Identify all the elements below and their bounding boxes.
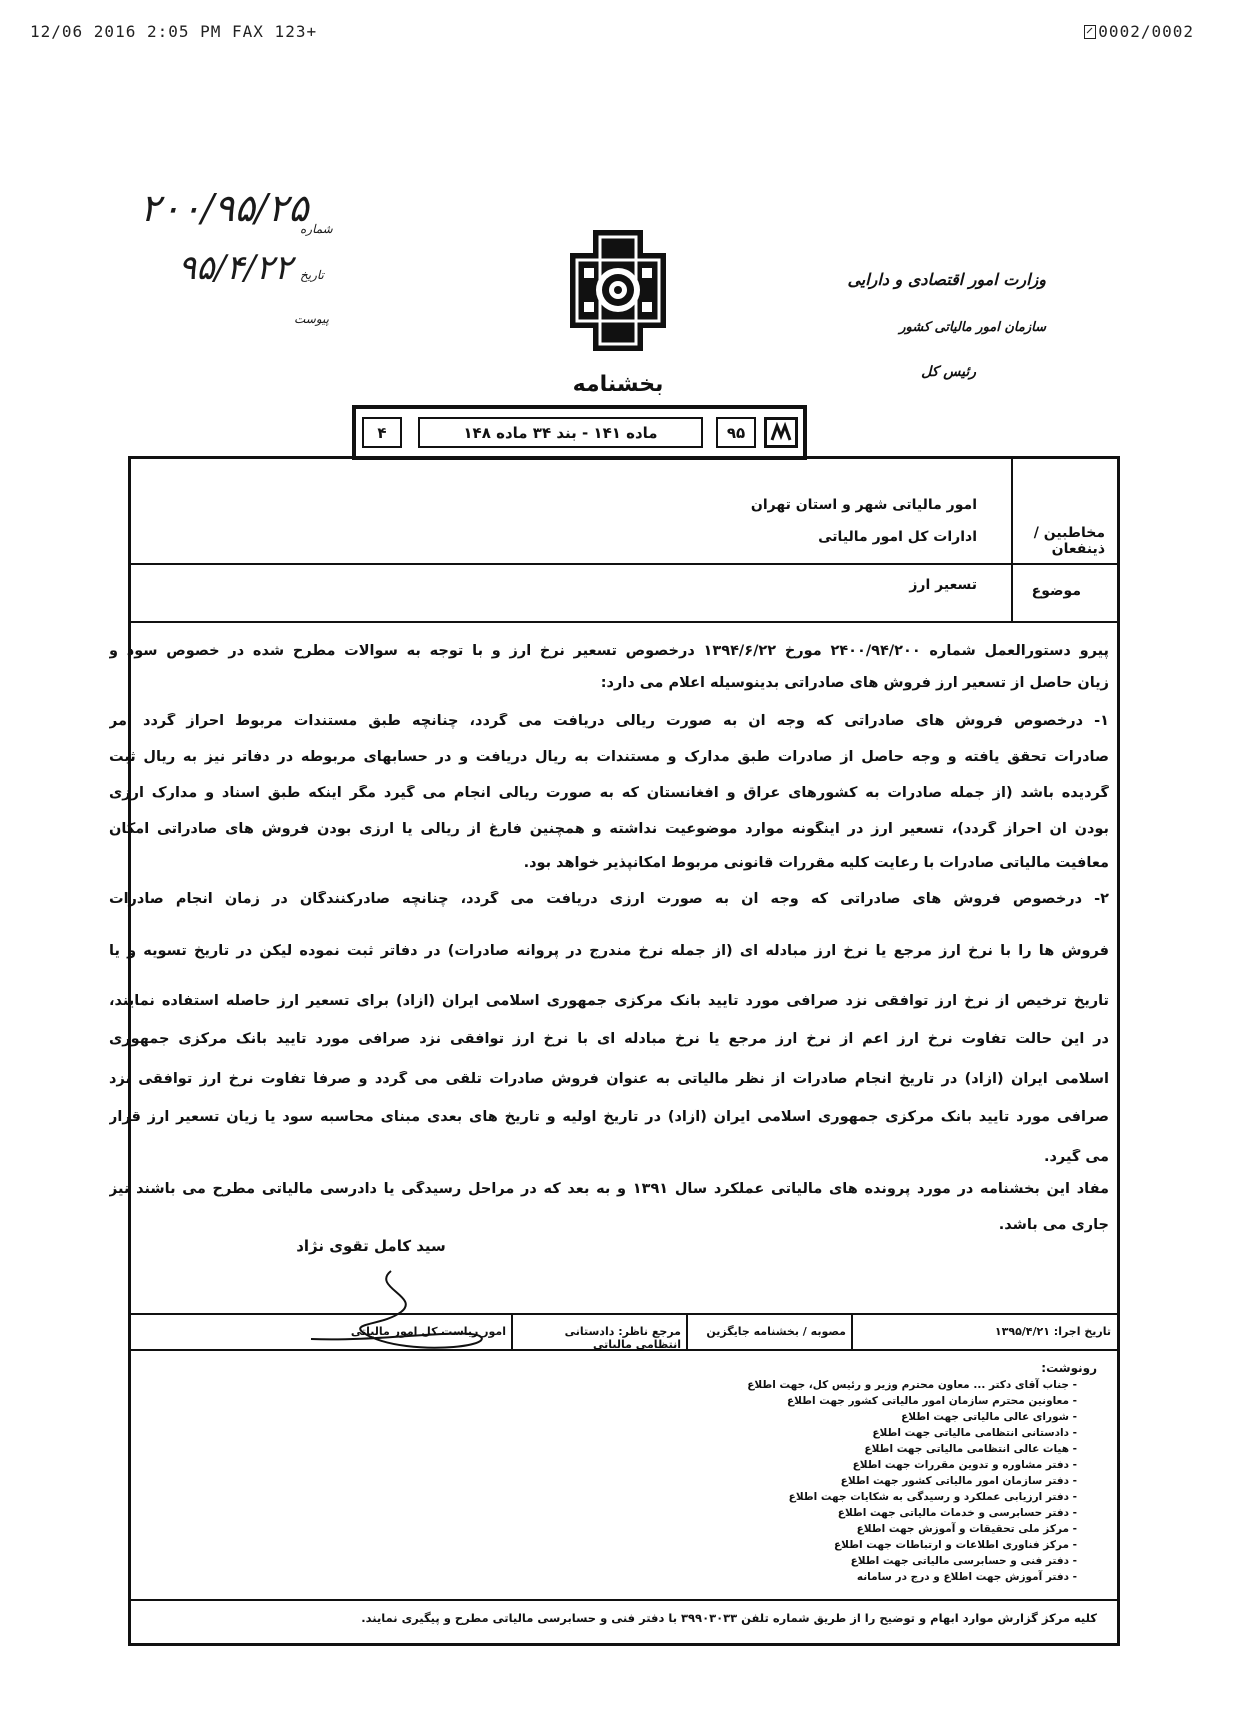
- body-line: بودن آن احراز گردد)، تسعیر ارز در اینگونه موارد موضوعیت نداشته و همچنین فارغ از ریالی یا ارزی بودن فروش های صادراتی امکان: [109, 821, 1109, 837]
- addressee-line-2: ادارات کل امور مالیاتی: [818, 529, 977, 545]
- body-line: تاریخ ترخیص از نرخ ارز توافقی نزد صرافی مورد تایید بانک مرکزی جمهوری اسلامی ایران (آزاد) برای تسعیر ارز حاصله استفاده نمایند،: [109, 993, 1109, 1009]
- list-item: - مرکز فناوری اطلاعات و ارتباطات جهت اطلاع: [833, 1539, 1077, 1551]
- label-attachment: پیوست: [294, 312, 329, 326]
- list-item: - شورای عالی مالیاتی جهت اطلاع: [901, 1411, 1077, 1423]
- fax-page-number: 0002/0002: [1098, 22, 1194, 41]
- reference-bar: [352, 405, 807, 460]
- emblem-icon: [568, 228, 668, 353]
- subject-value: تسعیر ارز: [909, 577, 977, 593]
- subject-label: موضوع: [1031, 583, 1081, 599]
- list-item: - دفتر حسابرسی و خدمات مالیاتی جهت اطلاع: [837, 1507, 1077, 1519]
- count-cell: ۴: [362, 417, 402, 448]
- list-item: - دفتر ارزیابی عملکرد و رسیدگی به شکایات جهت اطلاع: [788, 1491, 1077, 1503]
- list-item: - معاونین محترم سازمان امور مالیاتی کشور جهت اطلاع: [786, 1395, 1077, 1407]
- label-number: شماره: [300, 222, 333, 236]
- body-line: اسلامی ایران (آزاد) در تاریخ انجام صادرات از نظر مالیاتی به عنوان فروش صادرات تلقی می گردد و صرفاً تفاوت نرخ ارز توافقی نزد: [109, 1071, 1109, 1087]
- list-item: - جناب آقای دکتر ... معاون محترم وزیر و رئیس کل، جهت اطلاع: [747, 1379, 1077, 1391]
- list-item: - دفتر مشاوره و تدوین مقررات جهت اطلاع: [852, 1459, 1077, 1471]
- addressee-line-1: امور مالیاتی شهر و استان تهران: [750, 497, 977, 513]
- document-type: بخشنامه: [572, 372, 664, 397]
- body-line: جاری می باشد.: [998, 1217, 1109, 1233]
- body-line: زیان حاصل از تسعیر ارز فروش های صادراتی بدینوسیله اعلام می دارد:: [600, 675, 1109, 691]
- list-item: - مرکز ملی تحقیقات و آموزش جهت اطلاع: [856, 1523, 1077, 1535]
- body-line: ۲- درخصوص فروش های صادراتی که وجه آن به صورت ارزی دریافت می گردد، چنانچه صادرکنندگان در زمان انجام صادرات: [109, 891, 1109, 907]
- footnote: کلیه مرکز گزارش موارد ابهام و توضیح را از طریق شماره تلفن ۳۹۹۰۳۰۳۳ با دفتر فنی و حسابرسی مالیاتی مطرح و پیگیری نمایند.: [361, 1611, 1097, 1625]
- addressees-label: مخاطبین / ذینفعان: [1033, 525, 1105, 557]
- body-line: پیرو دستورالعمل شماره ۲۴۰۰/۹۴/۲۰۰ مورخ ۱۳۹۴/۶/۲۲ درخصوص تسعیر نرخ ارز و با توجه به سوالات مطرح شده در خصوص سود و: [109, 643, 1109, 659]
- handwritten-date: ۹۵/۴/۲۲: [178, 248, 293, 288]
- reference-cell: ماده ۱۴۱ - بند ۳۴ ماده ۱۴۸: [418, 417, 703, 448]
- keeper-office: امور ریاست کل امور مالیاتی: [350, 1325, 506, 1338]
- label-date: تاریخ: [300, 268, 324, 282]
- signatory-name: سید کامل تقوی نژاد: [296, 1237, 446, 1255]
- fax-header-left: 12/06 2016 2:05 PM FAX 123+: [30, 22, 318, 41]
- list-item: - دفتر سازمان امور مالیاتی کشور جهت اطلاع: [840, 1475, 1077, 1487]
- fax-page-icon: [1084, 25, 1096, 39]
- signature-icon: [281, 1267, 501, 1357]
- body-line: مفاد این بخشنامه در مورد پرونده های مالیاتی عملکرد سال ۱۳۹۱ و به بعد که در مراحل رسیدگی یا دادرسی مالیاتی مطرح می باشند نیز: [109, 1181, 1109, 1197]
- list-item: - دادستانی انتظامی مالیاتی جهت اطلاع: [872, 1427, 1077, 1439]
- stamp-icon: [764, 417, 798, 448]
- code-cell: ۹۵: [716, 417, 756, 448]
- replaced-circular: مصوبه / بخشنامه جایگزین: [706, 1325, 846, 1338]
- body-line: می گیرد.: [1043, 1149, 1109, 1165]
- list-item: - هیات عالی انتظامی مالیاتی جهت اطلاع: [864, 1443, 1077, 1455]
- body-line: در این حالت تفاوت نرخ ارز اعم از نرخ ارز مرجع یا نرخ مبادله ای با نرخ ارز توافقی نزد صرافی مورد تایید بانک مرکزی جمهوری: [109, 1031, 1109, 1047]
- copies-list: [637, 1379, 1077, 1589]
- organization-name: سازمان امور مالیاتی کشور: [899, 320, 1046, 335]
- body-line: فروش ها را با نرخ ارز مرجع یا نرخ ارز مبادله ای (از جمله نرخ مندرج در پروانه صادرات) در دفاتر ثبت نموده لیکن در تاریخ تسویه و یا: [109, 943, 1109, 959]
- handwritten-number: ۲۰۰/۹۵/۲۵: [140, 186, 309, 230]
- circular-body-frame: [109, 456, 1120, 1646]
- fax-header-right: [1084, 22, 1194, 41]
- body-line: صرافی مورد تایید بانک مرکزی جمهوری اسلامی ایران (آزاد) در تاریخ اولیه و تاریخ های بعدی مبنای محاسبه سود یا زیان تسعیر ارز قرار: [109, 1109, 1109, 1125]
- office-title: رئیس کل: [921, 364, 976, 380]
- body-text: [109, 595, 1109, 1255]
- body-line: صادرات تحقق یافته و وجه حاصل از صادرات طبق مدارک و مستندات به ریال دریافت و در حسابهای مربوطه در دفاتر نیز به ریال ثبت: [109, 749, 1109, 765]
- body-line: معافیت مالیاتی صادرات با رعایت کلیه مقررات قانونی مربوط امکانپذیر خواهد بود.: [523, 855, 1109, 871]
- list-item: - دفتر آموزش جهت اطلاع و درج در سامانه: [856, 1571, 1077, 1583]
- copies-heading: رونوشت:: [1041, 1361, 1097, 1375]
- body-line: گردیده باشد (از جمله صادرات به کشورهای عراق و افغانستان که به صورت ریالی انجام می گیرد مگر اینکه طبق اسناد و مدارک ارزی: [109, 785, 1109, 801]
- ministry-name: وزارت امور اقتصادی و دارایی: [847, 270, 1046, 289]
- body-line: ۱- درخصوص فروش های صادراتی که وجه آن به صورت ریالی دریافت می گردد، چنانچه طبق مستندات مربوط احراز گردد امر: [109, 713, 1109, 729]
- supervisory-reference: مرجع ناظر: دادستانی انتظامی مالیاتی: [564, 1325, 681, 1351]
- execution-date: تاریخ اجرا: ۱۳۹۵/۴/۲۱: [994, 1325, 1111, 1338]
- list-item: - دفتر فنی و حسابرسی مالیاتی جهت اطلاع: [850, 1555, 1077, 1567]
